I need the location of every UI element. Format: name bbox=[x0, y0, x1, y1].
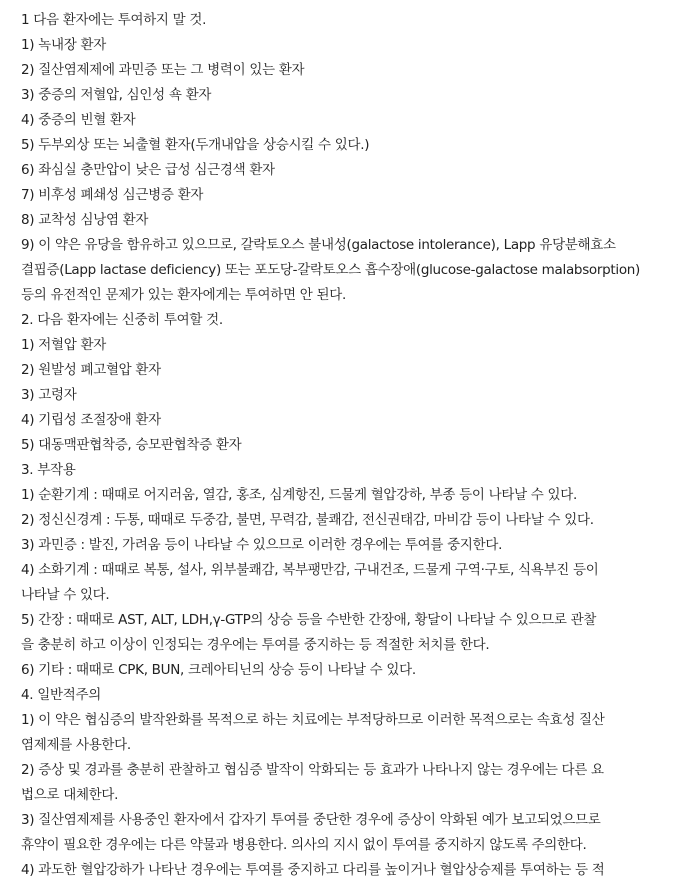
text-line: 4) 중증의 빈혈 환자 bbox=[21, 112, 136, 128]
text-line: 1) 녹내장 환자 bbox=[21, 37, 106, 53]
text-line: 을 충분히 하고 이상이 인정되는 경우에는 투여를 중지하는 등 적절한 처치를 한다. bbox=[21, 637, 490, 653]
text-line: 3) 과민증 : 발진, 가려움 등이 나타날 수 있으므로 이러한 경우에는 투여를 중지한다. bbox=[21, 537, 503, 553]
section-1-heading: 1 다음 환자에는 투여하지 말 것. bbox=[21, 12, 207, 28]
text-line: 2) 원발성 폐고혈압 환자 bbox=[21, 362, 161, 378]
text-line: 5) 두부외상 또는 뇌출혈 환자(두개내압을 상승시킬 수 있다.) bbox=[21, 137, 370, 153]
section-2-heading: 2. 다음 환자에는 신중히 투여할 것. bbox=[21, 312, 223, 328]
text-line: 5) 간장 : 때때로 AST, ALT, LDH,γ-GTP의 상승 등을 수반한 간장애, 황달이 나타날 수 있으므로 관찰 bbox=[21, 612, 597, 628]
text-line: 염제제를 사용한다. bbox=[21, 737, 131, 753]
text-line: 6) 좌심실 충만압이 낮은 급성 심근경색 환자 bbox=[21, 162, 275, 178]
text-line: 나타날 수 있다. bbox=[21, 587, 110, 603]
text-line: 3) 중증의 저혈압, 심인성 쇽 환자 bbox=[21, 87, 212, 103]
text-line: 4) 기립성 조절장애 환자 bbox=[21, 412, 161, 428]
section-3-heading: 3. 부작용 bbox=[21, 462, 76, 478]
text-line: 4) 소화기계 : 때때로 복통, 설사, 위부불쾌감, 복부팽만감, 구내건조, 드물게 구역·구토, 식욕부진 등이 bbox=[21, 562, 599, 578]
text-line: 2) 증상 및 경과를 충분히 관찰하고 협심증 발작이 악화되는 등 효과가 나타나지 않는 경우에는 다른 요 bbox=[21, 762, 604, 778]
text-line: 휴약이 필요한 경우에는 다른 약물과 병용한다. 의사의 지시 없이 투여를 중지하지 않도록 주의한다. bbox=[21, 837, 587, 853]
text-line: 법으로 대체한다. bbox=[21, 787, 119, 803]
text-line: 결핍증(Lapp lactase deficiency) 또는 포도당-갈락토오스 흡수장애(glucose-galactose malabsorption) bbox=[21, 262, 641, 278]
text-line: 1) 이 약은 협심증의 발작완화를 목적으로 하는 치료에는 부적당하므로 이러한 목적으로는 속효성 질산 bbox=[21, 712, 605, 728]
text-line: 4) 과도한 혈압강하가 나타난 경우에는 투여를 중지하고 다리를 높이거나 혈압상승제를 투여하는 등 적 bbox=[21, 862, 605, 878]
text-line: 3) 질산염제제를 사용중인 환자에서 갑자기 투여를 중단한 경우에 증상이 악화된 예가 보고되었으므로 bbox=[21, 812, 601, 828]
text-line: 5) 대동맥판협착증, 승모판협착증 환자 bbox=[21, 437, 242, 453]
section-4-heading: 4. 일반적주의 bbox=[21, 687, 101, 703]
text-line: 6) 기타 : 때때로 CPK, BUN, 크레아티닌의 상승 등이 나타날 수 있다. bbox=[21, 662, 416, 678]
text-line: 8) 교착성 심낭염 환자 bbox=[21, 212, 149, 228]
text-line: 2) 정신신경계 : 두통, 때때로 두중감, 불면, 무력감, 불쾌감, 전신권태감, 마비감 등이 나타날 수 있다. bbox=[21, 512, 594, 528]
text-line: 3) 고령자 bbox=[21, 387, 77, 403]
text-line: 등의 유전적인 문제가 있는 환자에게는 투여하면 안 된다. bbox=[21, 287, 346, 303]
text-line: 7) 비후성 폐쇄성 심근병증 환자 bbox=[21, 187, 204, 203]
text-line: 2) 질산염제제에 과민증 또는 그 병력이 있는 환자 bbox=[21, 62, 305, 78]
text-line: 1) 저혈압 환자 bbox=[21, 337, 106, 353]
text-line: 1) 순환기계 : 때때로 어지러움, 열감, 홍조, 심계항진, 드물게 혈압강하, 부종 등이 나타날 수 있다. bbox=[21, 487, 578, 503]
text-line: 9) 이 약은 유당을 함유하고 있으므로, 갈락토오스 불내성(galactose intolerance), Lapp 유당분해효소 bbox=[21, 237, 616, 253]
